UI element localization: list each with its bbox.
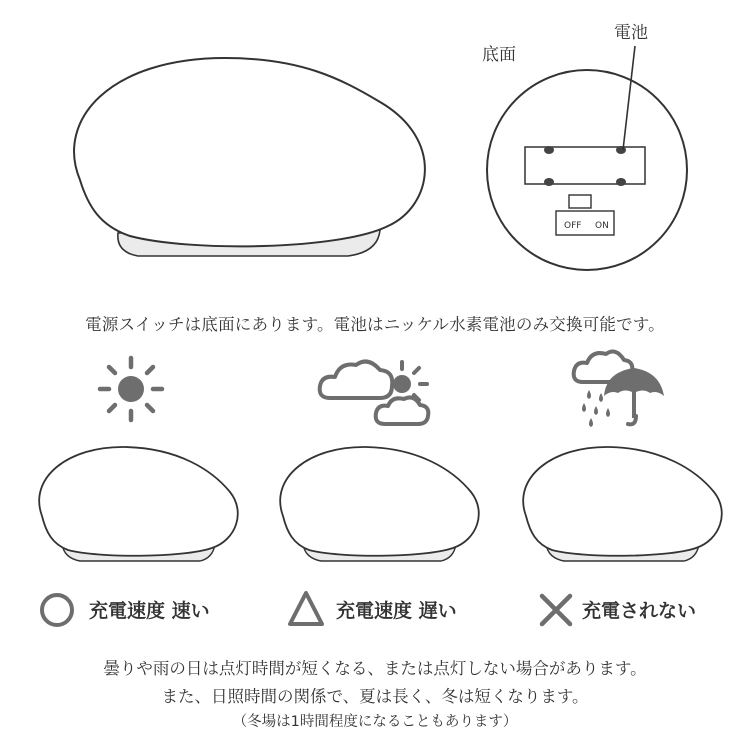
footer-line-2: また、日照時間の関係で、夏は長く、冬は短くなります。 [161, 687, 589, 706]
switch-knob [569, 195, 591, 208]
caption-cloudy: 充電速度 遅い [336, 600, 457, 622]
switch-location-note: 電源スイッチは底面にあります。電池はニッケル水素電池のみ交換可能です。 [85, 315, 665, 334]
circle-symbol [42, 595, 72, 625]
triangle-symbol [290, 593, 322, 624]
caption-rainy: 充電されない [582, 600, 697, 622]
battery-label: 電池 [614, 23, 648, 43]
lamp-body [74, 58, 425, 246]
stone-lamp-cloudy [280, 447, 479, 561]
footer-line-1: 曇りや雨の日は点灯時間が短くなる、または点灯しない場合があります。 [103, 659, 647, 678]
bottom-label: 底面 [482, 45, 516, 65]
cross-symbol [542, 596, 570, 624]
bottom-view-diagram [487, 46, 687, 270]
battery-compartment [525, 147, 645, 184]
stone-lamp-large [74, 58, 425, 256]
switch-on-label: ON [595, 221, 609, 231]
screw [544, 146, 554, 154]
stone-lamp-rainy [523, 447, 722, 561]
footer-line-3: （冬場は1時間程度になることもあります） [232, 714, 518, 730]
stone-lamp-sunny [39, 447, 238, 561]
screw [616, 146, 626, 154]
screw [544, 178, 554, 186]
cloud-sun-icon [320, 361, 429, 424]
rain-umbrella-icon [574, 352, 664, 427]
sun-icon [100, 358, 162, 420]
switch-off-label: OFF [564, 221, 582, 231]
screw [616, 178, 626, 186]
caption-sunny: 充電速度 速い [89, 600, 210, 622]
